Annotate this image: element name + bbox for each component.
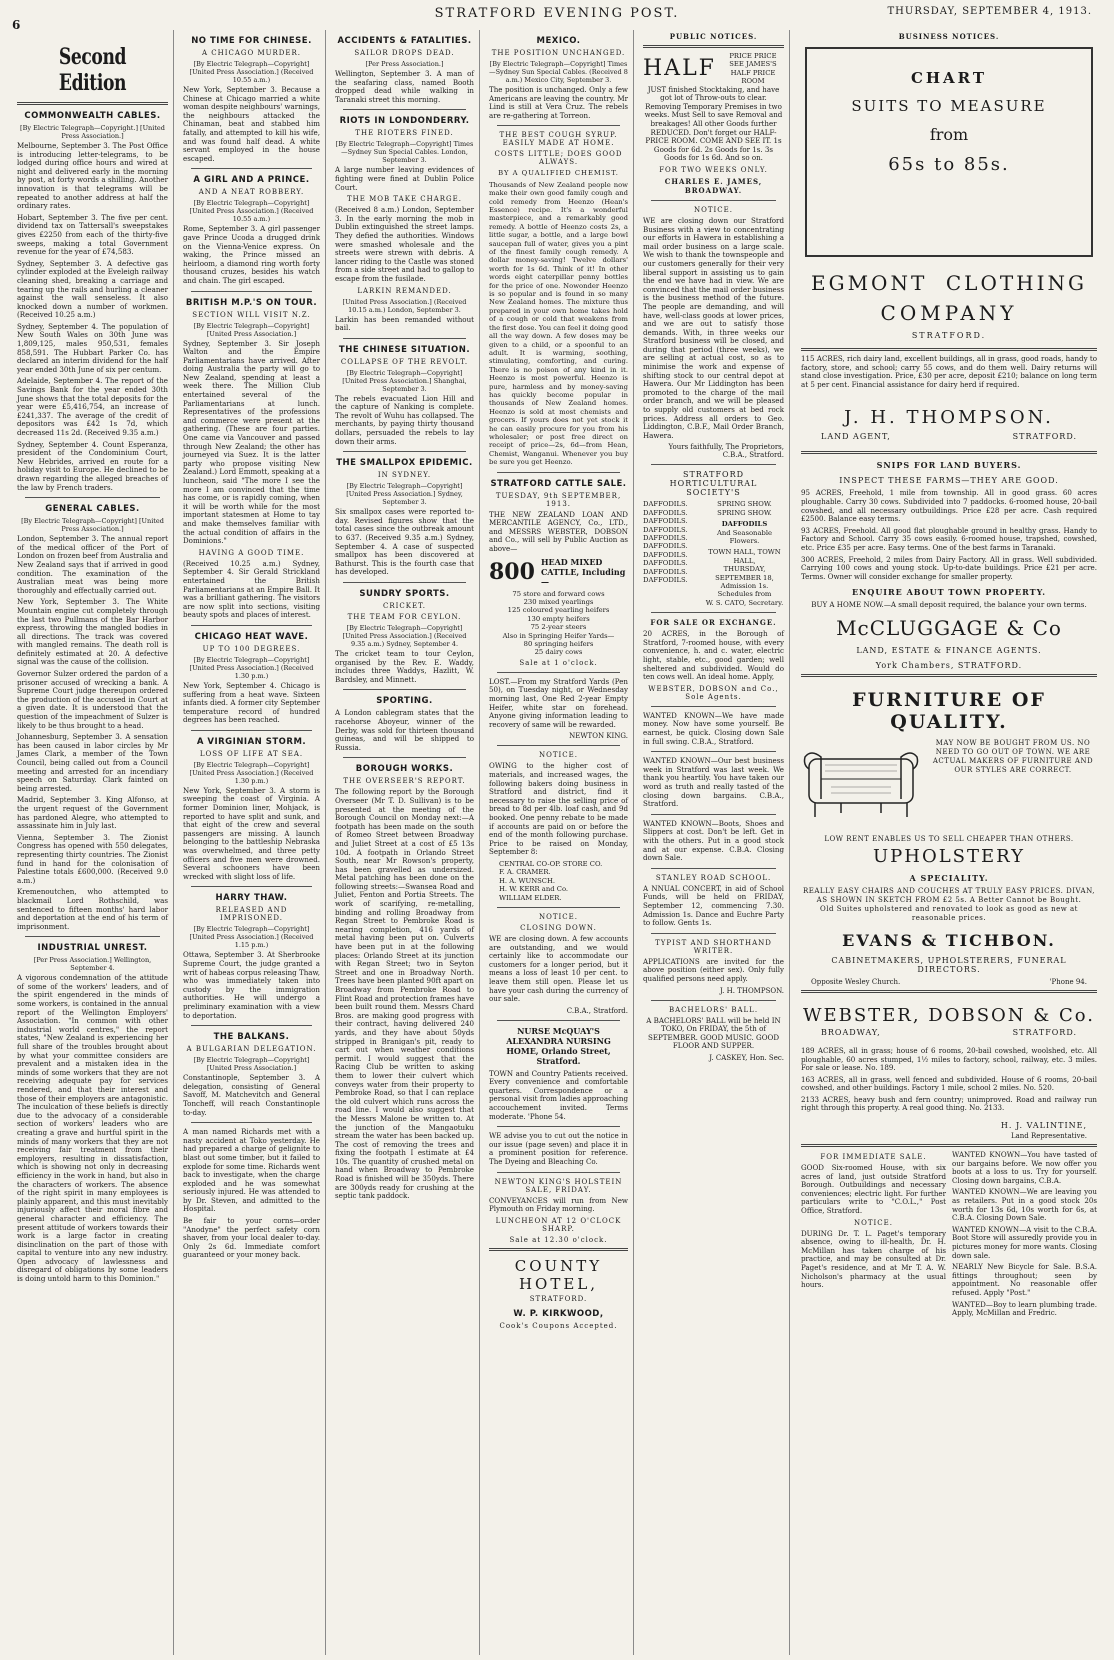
ad-heading: FOR IMMEDIATE SALE. bbox=[820, 1153, 927, 1162]
list-item: CENTRAL CO-OP. STORE CO. bbox=[499, 859, 603, 868]
divider bbox=[191, 1025, 312, 1026]
article-paragraph: The following report by the Borough Overseer (Mr T. D. Sullivan) is to be presented at the meeting of the Borough Council on Monday next:—A footpath has been made on the south of Romeo Street between Broadway and Juliet Street at a cost of £5 13s 10d. A footpath in Orlando Street South, near Mr Rowson's property, has been gravelled as undersized. Metal patching has been done on the following streets:—Swansea Road and Juliet, Fenton and Portia Streets. The work of scarifying, re-metalling, binding and rolling Broadway from Regan Street to Pembroke Road is nearing completion, 416 yards of metal having been put on. Culverts have been put in at the following places: Orlando Street at its junction with Regan Street; two in Seyton Street and one in Broadway North. Trees have been planted 90ft apart on Broadway from Pembroke Road to Flint Road and protection frames have been built round them. Messrs Chard Bros. are making good progress with their contract, having delivered 240 yards, and they have about 50yds stripped in Branigan's pit, ready to cart out when weather conditions permit. I would suggest that the Racing Club be written to asking them to lower their culvert which conveys water from their property to Pembroke Road, so that I can replace the old culvert which runs across the road line. I would also suggest that the Messrs Malone be written to. At the junction of the Mangaotuku stream the water has been backed up. The cost of removing the trees and fixing the footpath I estimate at £4 10s. The quantity of crushed metal on hand when Broadway to Pembroke Road is finished will be 350yds. There are 300yds ready for crushing at the septic tank paddock. bbox=[335, 787, 474, 1201]
divider bbox=[651, 464, 776, 465]
divider bbox=[191, 886, 312, 887]
list-item: 80 springing heifers bbox=[523, 640, 594, 648]
article-paragraph: A large number leaving evidences of fighting were fined at Dublin Police Court. bbox=[335, 165, 474, 192]
ad-word: UPHOLSTERY bbox=[872, 845, 1026, 867]
divider bbox=[191, 625, 312, 626]
article-heading: BOROUGH WORKS. bbox=[355, 764, 454, 775]
agent-title: Land Representative. bbox=[1010, 1132, 1087, 1141]
wire-credit: [By Electric Telegraph—Copyright] [United Press Association.] (Received 1.15 p.m.) bbox=[189, 925, 314, 950]
article-paragraph: The position is unchanged. Only a few Americans are leaving the country. Mr Lind is still at Vera Cruz. The rebels are re-gathering at Torreon. bbox=[489, 85, 628, 120]
list-item: DAFFODILS. bbox=[643, 525, 688, 534]
ad-subheading: COSTS LITTLE; DOES GOOD ALWAYS. bbox=[494, 150, 623, 167]
article-paragraph: Sydney, September 3. Sir Joseph Walton and the Empire Parliamentarians have arrived. After doing Australia the party will go to New Zealand, spending at least a week there. The Million Club entertained several of the Parliamentarians at lunch. Representatives of the professions and commerce were present at the gathering. (These are four parties. One came via Vancouver and passed through New Zealand; the other has journeyed via Suez. It is the latter party who propose visiting New Zealand.) Lord Emmott, speaking at a luncheon, said "The more I see the more I am convinced that the time has come, or is rapidly coming, when it will be worth while for the most important statesmen at Home to tay and make themselves familiar with the actual condition of affairs in the Dominions." bbox=[183, 338, 320, 546]
masthead bbox=[0, 4, 1114, 32]
show-sub: And Seasonable Flowers. bbox=[716, 528, 773, 546]
divider bbox=[191, 730, 312, 731]
article-paragraph: New York, September 3. A storm is sweeping the coast of Virginia. A former Dominion liner, Mohjack, is reported to have split and sunk, and that eight of the crew and several passengers are missing. A launch belonging to the battleship Nebraska was overwhelmed, and three petty officers and five men were drowned. Several schooners have been wrecked with slight loss of life. bbox=[183, 785, 320, 881]
divider bbox=[497, 907, 620, 908]
ad-subheading: TUESDAY, 9th SEPTEMBER, 1913. bbox=[495, 491, 622, 508]
hotel-name: COUNTY HOTEL, bbox=[514, 1256, 603, 1293]
divider bbox=[801, 674, 1097, 677]
classifieds-right bbox=[952, 1151, 1097, 1321]
advertisement-text: WANTED KNOWN—A visit to the C.B.A. Boot Store will assuredly provide you in pictures money for more wants. Closing down sale. bbox=[952, 1224, 1097, 1260]
divider bbox=[801, 990, 1097, 993]
ad-signature: C.B.A., Stratford. bbox=[566, 1006, 628, 1015]
divider bbox=[191, 1122, 312, 1123]
article-subheading: THE MOB TAKE CHARGE. bbox=[346, 195, 462, 204]
advertisement-text: APPLICATIONS are invited for the above position (either sex). Only fully qualified persons need apply. bbox=[643, 956, 784, 983]
column-3 bbox=[330, 30, 480, 1655]
advertisement-text: WANTED KNOWN—Boots, Shoes and Slippers at cost. Don't be left. Get in with the others. Put in a good stock and at our expense. C.B.A. Closing down Sale. bbox=[643, 818, 784, 863]
article-subheading: LARKIN REMANDED. bbox=[357, 286, 452, 295]
list-item: 230 mixed yearlings bbox=[523, 597, 594, 606]
advertisement-text: NEARLY New Bicycle for Sale. B.S.A. fittings throughout; seen by appointment. No reasonable offer refused. Apply "Post." bbox=[952, 1262, 1097, 1297]
divider bbox=[25, 936, 160, 937]
show-date: SEPTEMBER 18, bbox=[715, 573, 774, 582]
divider bbox=[643, 45, 784, 48]
agent-name: J. H. THOMPSON. bbox=[844, 407, 1054, 429]
divider bbox=[25, 497, 160, 498]
article-heading: ACCIDENTS & FATALITIES. bbox=[337, 36, 472, 46]
issue-date: THURSDAY, SEPTEMBER 4, 1913. bbox=[887, 6, 1092, 17]
agent-details bbox=[821, 432, 1077, 441]
divider bbox=[497, 1172, 620, 1173]
show-venue: TOWN HALL, TOWN HALL, bbox=[708, 548, 781, 565]
advertisement-text: DURING Dr. T. L. Paget's temporary absence, owing to ill-health, Dr. H. McMillan has taken charge of his practice, and may be consulted at Dr. Paget's residence, and at Mr T. A. W. Nicholson's pharmacy at the usual hours. bbox=[801, 1228, 946, 1290]
article-paragraph: Adelaide, September 4. The report of the Savings Bank for the year ended 30th June shows that the total deposits for the year were £5,416,754, an increase of £241,337. The average of the credit of depositors was £42 1s 7d, which decreased 11s 2d. (Received 9.35 a.m.) bbox=[17, 376, 168, 437]
wire-credit: [By Electric Telegraph—Copyright] [United Press Association.] Shanghai, September 3. bbox=[342, 368, 467, 393]
divider bbox=[343, 757, 466, 758]
article-paragraph: Hobart, September 3. The five per cent. dividend tax on Tattersall's sweepstakes gives £2250 from each of the thirty-five sweeps, making a total Government revenue for the year of £74,583. bbox=[17, 212, 168, 257]
cattle-label: HEAD MIXED CATTLE, Including— bbox=[540, 556, 626, 587]
article-subheading: CRICKET. bbox=[383, 602, 426, 610]
ad-heading: FOR SALE OR EXCHANGE. bbox=[650, 618, 777, 628]
article-subheading: HAVING A GOOD TIME. bbox=[198, 548, 305, 557]
ad-word: COMPANY bbox=[880, 301, 1018, 325]
divider bbox=[343, 109, 466, 110]
divider bbox=[651, 612, 776, 613]
show-flower: DAFFODILS bbox=[721, 520, 768, 529]
list-item: DAFFODILS. bbox=[643, 500, 688, 509]
wire-credit: [By Electric Telegraph—Copyright] [United Press Association.] (Received 9.35 a.m.) Sydney, September 4. bbox=[342, 624, 467, 648]
advertisement-text: WANTED KNOWN—We are leaving you as retailers. Put in a good stock 20s worth for 13s 6d, 10s worth for 6s, at C.B.A. Closing Down Sale. bbox=[952, 1187, 1097, 1223]
ad-word: EGMONT bbox=[811, 271, 928, 295]
firm-location: Opposite Wesley Church. bbox=[811, 977, 901, 986]
column-4 bbox=[484, 30, 634, 1655]
article-paragraph: Ottawa, September 3. At Sherbrooke Supreme Court, the judge granted a writ of habeas corpus releasing Thaw, who was immediately taken into custody by the immigration authorities. He will undergo a preliminary examination with a view to deportation. bbox=[183, 950, 320, 1020]
advertisement-text: BUY A HOME NOW.—A small deposit required, the balance your own terms. bbox=[811, 600, 1087, 610]
ad-heading: STANLEY ROAD SCHOOL. bbox=[655, 873, 772, 882]
article-paragraph: Johannesburg, September 3. A sensation has been caused in labor circles by Mr James Clark, a member of the Town Council, being called out from a Council meeting and arrested for an incendiary speech on Saturday. Clark fainted on being arrested. bbox=[17, 732, 168, 793]
ad-heading: NOTICE. bbox=[539, 912, 578, 921]
article-subheading: THE OVERSEER'S REPORT. bbox=[343, 777, 466, 786]
ad-heading: THE BEST COUGH SYRUP. EASILY MADE AT HOME. bbox=[499, 131, 618, 148]
advertisement-text: OWING to the higher cost of materials, and increased wages, the following bakers doing business in Stratford and district, find it necessary to raise the selling price of bread to 8d per 4lb. loaf cash, and 9d booked. One penny rebate to be made if accounts are paid on or before the end of the month following purchase. Price to be raised on Monday, September 8: bbox=[489, 761, 628, 857]
article-heading: THE CHINESE SITUATION. bbox=[338, 344, 471, 355]
ad-subheading: INSPECT THESE FARMS—THEY ARE GOOD. bbox=[839, 476, 1059, 486]
article-subheading: RELEASED AND IMPRISONED. bbox=[215, 906, 288, 923]
article-heading: INDUSTRIAL UNREST. bbox=[37, 943, 148, 954]
divider bbox=[497, 1126, 620, 1127]
firm-address bbox=[821, 1028, 1077, 1037]
article-subheading: UP TO 100 DEGREES. bbox=[202, 644, 301, 653]
divider bbox=[343, 689, 466, 690]
farm-listing: 115 ACRES, rich dairy land, excellent buildings, all in grass, good roads, handy to factory, store, and school; carry 55 cows, and do them well. Dairy returns will stand close investigation. Price, £30 per acre, deposit £210; balance on long term at 5 per cent. Financial assistance for dairy herd if required. bbox=[801, 354, 1097, 389]
furniture-text: Old Suites upholstered and renovated to look as good as new at reasonable prices. bbox=[820, 904, 1078, 922]
ad-signature: CHARLES E. JAMES, BROADWAY. bbox=[664, 176, 763, 195]
article-paragraph: Larkin has been remanded without bail. bbox=[335, 314, 474, 333]
article-paragraph: The rebels evacuated Lion Hill and the capture of Nanking is complete. The revolt of Wuhu has collapsed. The merchants, by paying thirty thousand dollars, persuaded the rebels to lay down their arms. bbox=[335, 393, 474, 446]
divan-sketch-icon bbox=[801, 739, 921, 831]
article-paragraph: Sydney, September 4. The population of New South Wales on 30th June was 1,809,125, males 950,531, females 858,591. The Hubbart Parker Co. has declared an interim dividend for the half year ended 30th June of six per centum. bbox=[17, 321, 168, 374]
ad-line: SUITS TO MEASURE bbox=[851, 97, 1047, 115]
firm-name: EVANS & TICHBON. bbox=[842, 930, 1056, 950]
firm-address bbox=[811, 978, 1087, 986]
daffodil-show-ad bbox=[643, 500, 784, 607]
advertisement-text: GOOD Six-roomed House, with six acres of land, just outside Stratford Borough. Outbuildings and necessary conveniences; electric light. For further particulars write to "C.O.L.," Post Office, Stratford. bbox=[801, 1163, 946, 1216]
divider bbox=[497, 745, 620, 746]
column-1 bbox=[12, 30, 174, 1655]
list-item: DAFFODILS. bbox=[643, 559, 688, 568]
chart-clothing-ad bbox=[805, 47, 1093, 257]
advertisement-text: JUST finished Stocktaking, and have got lot of Throw-outs to clear. Removing Temporary Premises in two weeks. Must Sell to save Removal and breakages! All other Goods further REDUCED. Don't forget our HALF-PRICE ROOM. COME AND SEE IT. 1s Goods for 6d. 2s Goods for 1s. 3s Goods for 1s 6d. And so on. bbox=[644, 84, 783, 163]
list-item: H. A. WUNSCH. bbox=[499, 876, 556, 885]
ad-subheading: FOR TWO WEEKS ONLY. bbox=[659, 165, 768, 174]
article-paragraph: Constantinople, September 3. A delegation, consisting of General Savoff, M. Matchevitch and General Toncheff, will reach Constantinople to-day. bbox=[183, 1073, 320, 1117]
list-item: 130 empty heifers bbox=[527, 614, 590, 623]
article-subheading: COLLAPSE OF THE REVOLT. bbox=[340, 357, 469, 366]
article-subheading: THE TEAM FOR CEYLON. bbox=[347, 613, 462, 621]
column-2 bbox=[178, 30, 326, 1655]
ad-price: 65s to 85s. bbox=[888, 154, 1010, 175]
article-paragraph: Melbourne, September 3. The Post Office is introducing letter-telegrams, to be lodged during office hours and wired at night and delivered early in the morning by post, at forty words a shilling. Another innovation is that telegrams will be repeated to another address at half the ordinary rates. bbox=[17, 141, 168, 211]
advertisement-text: WANTED KNOWN—We have made money. Now have some yourself. Be earnest, be quick. Closing down Sale in full swing. C.B.A., Stratford. bbox=[643, 710, 784, 746]
advertisement-text: CONVEYANCES will run from New Plymouth on Friday morning. bbox=[489, 1195, 628, 1214]
ad-signature: WEBSTER, DOBSON and Co., Sole Agents. bbox=[648, 684, 779, 701]
article-heading: BRITISH M.P.'S ON TOUR. bbox=[185, 297, 318, 308]
list-item: F. A. CRAMER. bbox=[499, 868, 551, 877]
article-paragraph: A London cablegram states that the racehorse Aboyeur, winner of the Derby, was sold for thirteen thousand guineas, and will be shipped to Russia. bbox=[335, 708, 474, 752]
article-paragraph: Madrid, September 3. King Alfonso, at the urgent request of the Government has pardoned Alegre, who attempted to assassinate him in July last. bbox=[17, 795, 168, 831]
wire-credit: [United Press Association.] (Received 10.15 a.m.) London, September 3. bbox=[342, 297, 467, 314]
column-5 bbox=[638, 30, 790, 1655]
article-paragraph: New York, September 3. Because a Chinese at Chicago married a white woman despite neighbours' warnings, the neighbours attacked the Chinaman, beat and stabbed him fatally, and attempted to kill his wife, and was found half dead. A white servant employed in the house escaped. bbox=[183, 85, 320, 163]
article-subheading: A BULGARIAN DELEGATION. bbox=[186, 1045, 317, 1054]
divider bbox=[191, 168, 312, 169]
agent-town: STRATFORD. bbox=[1012, 432, 1077, 442]
ad-signature: J. CASKEY, Hon. Sec. bbox=[709, 1053, 784, 1062]
advertisement-text: Be fair to your corns—order "Anodyne" the perfect safety corn shaver, from your local dealer to-day. Only 2s 6d. Immediate comfort guaranteed or your money back. bbox=[183, 1216, 320, 1260]
sale-time: Sale at 1 o'clock. bbox=[519, 658, 598, 667]
daffodil-list bbox=[643, 500, 701, 607]
agent-name: McCLUGGAGE & Co bbox=[836, 615, 1062, 640]
show-title: SPRING SHOW. SPRING SHOW. bbox=[717, 500, 772, 517]
show-secretary: W. S. CATO, Secretary. bbox=[705, 598, 784, 607]
list-item: DAFFODILS. bbox=[643, 576, 688, 585]
divider bbox=[343, 582, 466, 583]
cattle-count-row bbox=[489, 557, 628, 587]
divider bbox=[497, 125, 620, 126]
article-subheading: LOSS OF LIFE AT SEA. bbox=[199, 749, 304, 758]
ad-subheading: A SPECIALITY. bbox=[909, 872, 989, 883]
divider bbox=[497, 472, 620, 473]
article-heading: A GIRL AND A PRINCE. bbox=[193, 175, 310, 186]
ad-credit: BY A QUALIFIED CHEMIST. bbox=[498, 169, 619, 178]
divider bbox=[651, 751, 776, 752]
list-item: 75 store and forward cows bbox=[512, 589, 605, 598]
page-number: 6 bbox=[12, 18, 21, 32]
article-paragraph: A man named Richards met with a nasty accident at Toko yesterday. He had prepared a charge of gelignite to blast out some timber, but it failed to explode for some time. Richards went back to investigate, when the charge exploded and he was somewhat seriously injured. He was attended to by Dr. Steven, and admitted to the Hospital. bbox=[183, 1127, 320, 1214]
divider bbox=[343, 451, 466, 452]
article-paragraph: Vienna, September 3. The Zionist Congress has opened with 550 delegates, representing thirty countries. The Zionist fund in hand for the colonisation of Palestine totals £600,000. (Received 9.0 a.m.) bbox=[17, 832, 168, 885]
article-paragraph: Governor Sulzer ordered the pardon of a prisoner accused of wrecking a bank. A Supreme Court judge thereupon ordered the production of the accused in Court at a given date. It is understood that the question of the impeachment of Sulzer is likely to be thus brought to a head. bbox=[17, 669, 168, 730]
furniture-text: REALLY EASY CHAIRS AND COUCHES AT TRULY EASY PRICES. DIVAN, AS SHOWN IN SKETCH FROM £2 5s. A Better Cannot be Bought. bbox=[803, 886, 1095, 904]
article-heading: HARRY THAW. bbox=[215, 893, 288, 904]
hotel-note: Cook's Coupons Accepted. bbox=[499, 1321, 618, 1330]
farm-listing: 189 ACRES, all in grass; house of 6 rooms, 20-bail cowshed, woolshed, etc. All ploughable, 60 acres stumped, 1½ miles to factory, school, railway, etc. 3 miles. For sale or lease. No. 189. bbox=[801, 1045, 1097, 1073]
article-paragraph: (Received 10.25 a.m.) Sydney, September 4. Sir Gerald Strickland entertained the British Parliamentarians at an Empire Ball. It was a brilliant gathering. The visitors are now split into sections, visiting beauty spots and places of interest. bbox=[183, 558, 320, 620]
wire-credit: [By Electric Telegraph—Copyright] [United Press Association.] (Received 1.30 p.m.) bbox=[189, 760, 314, 785]
wire-credit: [By Electric Telegraph—Copyright] [United Press Association.] bbox=[193, 1056, 310, 1073]
hotel-town: STRATFORD. bbox=[529, 1294, 588, 1303]
divider bbox=[191, 291, 312, 292]
article-paragraph: Six smallpox cases were reported to-day. Revised figures show that the total cases since the outbreak amount to 637. (Received 9.35 a.m.) Sydney, September 4. A case of suspected smallpox has been discovered at Bathurst. This is the fourth case that has developed. bbox=[335, 507, 474, 577]
agent-name: H. J. VALINTINE, bbox=[1000, 1121, 1087, 1131]
divider bbox=[497, 1020, 620, 1021]
ad-heading: ENQUIRE ABOUT TOWN PROPERTY. bbox=[851, 587, 1047, 598]
advertisement-text: WANTED KNOWN—Our best business week in Stratford was last week. We thank you heartily. You have taken our word as truth and really tasted of the closing down bargains. C.B.A., Stratford. bbox=[643, 756, 784, 809]
article-paragraph: Sydney, September 4. Count Esperanza, president of the Condominium Court, New Hebrides, arrived en route for a holiday visit to Europe. He declined to be drawn regarding the alleged breaches of the law by French traders. bbox=[17, 439, 168, 492]
article-subheading: AND A NEAT ROBBERY. bbox=[198, 188, 305, 197]
wire-credit: [By Electric Telegraph—Copyright] [United Press Association.] (Received 10.55 a.m.) bbox=[189, 199, 314, 224]
divider bbox=[651, 200, 776, 201]
divider bbox=[651, 814, 776, 815]
article-heading: SPORTING. bbox=[376, 696, 433, 707]
firm-name: WEBSTER, DOBSON & Co. bbox=[802, 1004, 1096, 1026]
article-paragraph: New York, September 4. Chicago is suffering from a heat wave. Sixteen infants died. A former city September temperature record of hundred degrees has been reached. bbox=[183, 680, 320, 725]
egmont-name bbox=[811, 271, 1087, 295]
farm-listing: 163 ACRES, all in grass, well fenced and subdivided. House of 6 rooms, 20-bail cowshed, and other buildings. Factory 1 mile, school 2 miles. No. 520. bbox=[801, 1074, 1097, 1093]
agent-address: York Chambers, STRATFORD. bbox=[875, 660, 1023, 670]
list-item: DAFFODILS. bbox=[643, 517, 688, 526]
article-heading: THE SMALLPOX EPIDEMIC. bbox=[336, 458, 473, 469]
furniture-text: LOW RENT ENABLES US TO SELL CHEAPER THAN OTHERS. bbox=[824, 834, 1074, 843]
classifieds-left bbox=[801, 1151, 946, 1321]
furniture-text: MAY NOW BE BOUGHT FROM US. NO NEED TO GO OUT OF TOWN. WE ARE ACTUAL MAKERS OF FURNITURE AND OUR STYLES ARE CORRECT. bbox=[932, 738, 1094, 774]
advertisement-text: WE are closing down. A few accounts are outstanding, and we would certainly like to accommodate our customers for a longer period, but it means a loss of least 10 per cent. to leave them still open. Please let us have your cash during the currency of our sale. bbox=[489, 933, 628, 1004]
wire-credit: [By Electric Telegraph—Copyright] [United Press Association.] (Received 1.30 p.m.) bbox=[189, 655, 314, 680]
list-item: DAFFODILS. bbox=[643, 534, 688, 543]
ad-title: FURNITURE OF QUALITY. bbox=[852, 688, 1046, 733]
show-details bbox=[705, 500, 784, 607]
ad-heading: BACHELORS' BALL. bbox=[668, 1005, 759, 1014]
article-heading: COMMONWEALTH CABLES. bbox=[24, 111, 161, 121]
column-6 bbox=[796, 30, 1102, 1655]
classifieds-row bbox=[801, 1151, 1097, 1321]
article-subheading: SAILOR DROPS DEAD. bbox=[354, 49, 455, 57]
ad-signature: Yours faithfully, The Proprietors, C.B.A., Stratford. bbox=[668, 443, 784, 460]
ad-heading: NOTICE. bbox=[854, 1218, 893, 1227]
half-price-detail: PRICE PRICE SEE JAMES'S HALF PRICE ROOM bbox=[729, 52, 777, 86]
advertisement-text: A BACHELORS' BALL will be held IN TOKO, On FRIDAY, the 5th of SEPTEMBER. GOOD MUSIC. GOOD FLOOR AND SUPPER. bbox=[646, 1015, 781, 1051]
article-heading: THE BALKANS. bbox=[213, 1032, 290, 1043]
show-schedules: Schedules from bbox=[717, 590, 772, 599]
farm-listing: 2133 ACRES, heavy bush and fern country; unimproved. Road and railway run right through this property. A real good thing. No. 2133. bbox=[801, 1094, 1097, 1113]
article-subheading: IN SYDNEY. bbox=[377, 471, 432, 480]
article-paragraph: Kremenoutchen, who attempted to blackmail Lord Rothschild, was sentenced to fifteen months' hard labor and deportation at the end of his term of imprisonment. bbox=[17, 887, 168, 931]
advertisement-text: LOST.—From my Stratford Yards (Pen 50), on Tuesday night, or Wednesday morning last, One Red 2-year Empty Heifer, white star on forehead. Anyone giving information leading to recovery of same will be rewarded. bbox=[489, 676, 628, 729]
advertisement-text: WE advise you to cut out the notice in our issue (page seven) and place it in a prominent position for reference. The Dyeing and Bleaching Co. bbox=[489, 1131, 628, 1167]
divider bbox=[801, 451, 1097, 454]
firm-town: STRATFORD. bbox=[1012, 1027, 1077, 1037]
divider bbox=[17, 102, 168, 105]
advertisement-text: WANTED—Boy to learn plumbing trade. Apply, McMillan and Fredric. bbox=[952, 1299, 1097, 1318]
wire-credit: [Per Press Association.] Wellington, September 4. bbox=[33, 956, 152, 973]
list-item: DAFFODILS. bbox=[643, 550, 688, 559]
agent-title: LAND AGENT, bbox=[821, 432, 891, 442]
article-heading: GENERAL CABLES. bbox=[45, 504, 140, 515]
wire-credit: [Per Press Association.] bbox=[365, 60, 444, 68]
list-item: WILLIAM ELDER. bbox=[499, 893, 562, 902]
ad-heading: SNIPS FOR LAND BUYERS. bbox=[876, 460, 1022, 471]
agent-title: LAND, ESTATE & FINANCE AGENTS. bbox=[856, 645, 1042, 655]
article-heading: A VIRGINIAN STORM. bbox=[196, 736, 307, 747]
list-item: 25 dairy cows bbox=[534, 648, 583, 657]
ad-town: STRATFORD. bbox=[911, 331, 987, 340]
ad-signature: J. H. THOMPSON. bbox=[719, 986, 784, 995]
divider bbox=[651, 933, 776, 934]
article-paragraph: Rome, September 3. A girl passenger gave Prince Ucoda a drugged drink on the Vienna-Venice express. On waking, the Prince missed an heirloom, a diamond ring worth forty thousand cruzes, besides his watch and chain. The girl escaped. bbox=[183, 224, 320, 285]
bakers-list bbox=[489, 860, 628, 902]
divider bbox=[497, 672, 620, 673]
wire-credit: [By Electric Telegraph—Copyright] Times—Sydney Sun Special Cables. (Received 8 a.m.) Mexico City, September 3. bbox=[489, 60, 628, 84]
list-item: DAFFODILS. bbox=[643, 508, 688, 517]
show-admission: Admission 1s. bbox=[720, 582, 769, 591]
firm-trade: CABINETMAKERS, UPHOLSTERERS, FUNERAL DIRECTORS. bbox=[831, 955, 1067, 974]
furniture-ad bbox=[801, 739, 1097, 831]
sale-time: Sale at 12.30 o'clock. bbox=[509, 1235, 608, 1244]
article-heading: CHICAGO HEAT WAVE. bbox=[194, 631, 309, 642]
show-day: THURSDAY, bbox=[723, 565, 766, 574]
ad-heading: NEWTON KING'S HOLSTEIN SALE, FRIDAY. bbox=[494, 1177, 623, 1194]
divider bbox=[801, 1144, 1097, 1147]
advertisement-text: THE NEW ZEALAND LOAN AND MERCANTILE AGENCY, Co., LTD., and MESSRS WEBSTER, DOBSON and Co., will sell by Public Auction as above— bbox=[489, 509, 628, 553]
advertisement-text: TOWN and Country Patients received. Every convenience and comfortable quarters. Correspondence or a personal visit from ladies approaching accouchement invited. Terms moderate. 'Phone 54. bbox=[489, 1068, 628, 1121]
section-heading: BUSINESS NOTICES. bbox=[898, 32, 1000, 41]
cattle-list bbox=[489, 590, 628, 657]
article-heading: SUNDRY SPORTS. bbox=[359, 589, 450, 599]
firm-phone: 'Phone 94. bbox=[1049, 977, 1087, 986]
farm-listing: 95 ACRES, Freehold, 1 mile from township. All in good grass. 60 acres ploughable. Carry 30 cows. Subdivided into 7 paddocks. 6-roomed house, 20-bail cowshed, and all necessary outbuildings. Price £28 per acre. Cash required £2500. Balance easy terms. bbox=[801, 488, 1097, 524]
divider bbox=[801, 348, 1097, 351]
list-item: Also in Springing Heifer Yards— bbox=[502, 631, 615, 640]
divider bbox=[651, 1000, 776, 1001]
wire-credit: [By Electric Telegraph—Copyright.] [United Press Association.] bbox=[20, 124, 165, 140]
article-heading: RIOTS IN LONDONDERRY. bbox=[339, 116, 470, 127]
hotel-proprietor: W. P. KIRKWOOD, bbox=[513, 1308, 604, 1319]
advertisement-text: Thousands of New Zealand people now make their own good family cough and cold remedy from Heenzo (Hean's Essence) recipe. It's a wonderful masterpiece, and a remarkably good remedy. A bottle of Heenzo costs 2s, a little sugar, a bottle, and a large bowl saucepan full of water, gives you a pint of the finest family cough remedy. A dollar money-saving! Twelve dollars' worth for 1s 6d. Think of it! In other words eight caterpillar penny bottles for the price of one. Nowonder Heenzo is so popular and is found in so many New Zealand homes. The mixture thus prepared in your own home takes hold of a cough or cold that weakens from the first dose. You can feel it doing good all the way down. A few doses may be given to a child, or a spoonful to an adult. It is warming, soothing, stimulating, comforting, and curing. There is no poison of any kind in it. Heenzo is most powerful. Heenzo is pure, harmless and by money-saving has quickly become popular in thousands of New Zealand homes. Heenzo is sold at most chemists and grocers. If yours does not yet stock it he can easily procure for you from his wholesaler; or post free direct on receipt of price—2s, 6d—from Hean, Chemist, Wanganui. Whenever you buy be sure you get Heenzo. bbox=[489, 180, 629, 467]
article-subheading: SECTION WILL VISIT N.Z. bbox=[192, 310, 311, 319]
wire-credit: [By Electric Telegraph—Copyright] [United Press Association.] (Received 10.55 a.m.) bbox=[189, 60, 314, 84]
article-subheading: THE RIOTERS FINED. bbox=[355, 129, 454, 138]
farm-listing: 93 ACRES, Freehold. All good flat ploughable ground in healthy grass. Handy to Factory and School. Carry 35 cows easily. 6-roomed house, trapshed, cowshed, etc. Price £35 per acre. Easy terms. One of the best farms in Taranaki. bbox=[801, 525, 1097, 552]
divider bbox=[651, 868, 776, 869]
ad-line: from bbox=[929, 125, 969, 144]
cattle-count: 800 bbox=[489, 558, 535, 585]
list-item: 125 coloured yearling heifers bbox=[507, 606, 610, 615]
article-paragraph: The cricket team to tour Ceylon, organised by the Rev. E. Waddy, includes three Waddys, Hazlitt, W. Bardsley, and Minnett. bbox=[335, 649, 474, 684]
article-paragraph: New York, September 3. The White Mountain engine cut completely through the last two Pullmans of the Bar Harbor express, throwing the mangled bodies in all directions. The track was covered with mangled remains. The death roll is definitely estimated at 20. A defective signal was the cause of the collision. bbox=[17, 597, 168, 667]
list-item: H. W. KERR and Co. bbox=[499, 885, 569, 894]
ad-heading: NOTICE. bbox=[539, 751, 578, 760]
ad-heading: STRATFORD CATTLE SALE. bbox=[490, 478, 627, 489]
wire-credit: [By Electric Telegraph—Copyright] [United Press Association.] bbox=[193, 321, 310, 338]
farm-listing: 300 ACRES, Freehold, 2 miles from Dairy Factory. All in grass. Well subdivided. Carrying 100 cows and young stock. Up-to-date buildings. Price £21 per acre. Terms. Owner will consider exchange for smaller property. bbox=[801, 554, 1097, 581]
article-paragraph: Wellington, September 3. A man of the seafaring class, named Booth dropped dead while walking in Taranaki street this morning. bbox=[335, 69, 474, 104]
wire-credit: [By Electric Telegraph—Copyright] [United Press Association.] Sydney, September 3. bbox=[346, 482, 463, 507]
list-item: DAFFODILS. bbox=[643, 542, 688, 551]
article-paragraph: Sydney, September 3. A defective gas cylinder exploded at the Eveleigh railway cleaning shed, breaking a carriage and tearing up the rails and hurling a cleaner against the wall senseless. It also knocked down a number of workmen. (Received 10.25 a.m.) bbox=[17, 258, 168, 320]
ad-title: CHART bbox=[910, 69, 988, 87]
article-subheading: THE POSITION UNCHANGED. bbox=[491, 49, 626, 57]
advertisement-text: 20 ACRES, in the Borough of Stratford, 7-roomed house, with every convenience, h. and c. water, electric light, stable, etc., good garden; well sheltered and subdivided. Would do ten cows well. An ideal home. Apply, bbox=[643, 629, 784, 682]
half-price-banner bbox=[643, 52, 784, 86]
advertisement-text: WANTED KNOWN—You have tasted of our bargains before. We now offer you boots at a loss to us. Try for yourself. Closing down bargains, C.B.A. bbox=[952, 1150, 1097, 1185]
divider bbox=[489, 1248, 628, 1251]
section-heading: PUBLIC NOTICES. bbox=[669, 32, 758, 41]
article-heading: NO TIME FOR CHINESE. bbox=[191, 36, 312, 46]
wire-credit: [By Electric Telegraph—Copyright] [United Press Association.] bbox=[21, 517, 164, 534]
divider bbox=[651, 706, 776, 707]
half-word: HALF bbox=[643, 56, 716, 82]
list-item: DAFFODILS. bbox=[643, 567, 688, 576]
ad-subheading: CLOSING DOWN. bbox=[520, 923, 597, 932]
article-heading: MEXICO. bbox=[536, 36, 581, 46]
ad-heading: STRATFORD HORTICULTURAL SOCIETY'S bbox=[669, 470, 758, 498]
article-paragraph: A vigorous condemnation of the attitude of some of the workers' leaders, and of the spirit engendered in the minds of some workers, is contained in the annual report of the Wellington Employers' Association. "In common with other industrial world centres," the report states, "New Zealand is experiencing her full share of the troubles brought about by what your committee considers are prevalent and a mistaken idea in the minds of some workers that they are not receiving adequate pay for services rendered, and that their interest and those of their employers are antagonistic. The inculcation of these beliefs is directly due to the advocacy of a considerable section of workers' leaders who are creating a grave and hurtful spirit in the minds of many workers that they are not receiving fair treatment from their employers, resulting in dissatisfaction, which is showing not only in decreasing efficiency in the work in hand, but also in the characters of workers. The absence of the right spirit in many employees is plainly apparent, and this must inevitably injuriously affect their moral fibre and general character and efficiency. The present attitude of workers towards their work is a large factor in creating disinclination on the part of those with capital to venture into any new industry. Open advocacy of lawlessness and disregard of obligations by some leaders is doing untold harm to this Dominion." bbox=[17, 973, 168, 1284]
divider bbox=[343, 338, 466, 339]
ad-heading: NURSE McQUAY'S ALEXANDRA NURSING HOME, Orlando Street, Stratford. bbox=[506, 1025, 611, 1066]
list-item: 75 2-year steers bbox=[530, 623, 587, 632]
article-paragraph: (Received 8 a.m.) London, September 3. In the early morning the mob in Dublin extinguished the street lamps. They defied the authorities. Windows were smashed wholesale and the streets were strewn with debris. A lancer riding to the Castle was stoned from a side street and had to gallop to escape from the fusilade. bbox=[335, 205, 474, 283]
ad-heading: NOTICE. bbox=[694, 205, 733, 214]
article-subheading: A CHICAGO MURDER. bbox=[201, 49, 302, 57]
firm-street: BROADWAY, bbox=[821, 1027, 881, 1037]
article-paragraph: London, September 3. The annual report of the medical officer of the Port of London on frozen beef from Australia and New Zealand says that if arrived in good condition. The examination of the Australian meat was being more thoroughly and effectually carried out. bbox=[17, 534, 168, 595]
advertisement-text: A NNUAL CONCERT, in aid of School Funds, will be held on FRIDAY, September 12, commencing 7.30. Admission 1s. Dance and Euchre Party to follow. Gents 1s. bbox=[643, 883, 784, 928]
wire-credit: [By Electric Telegraph—Copyright] Times—Sydney Sun Special Cables. London, September 3. bbox=[335, 140, 474, 165]
edition-heading: Second Edition bbox=[58, 44, 127, 96]
newspaper-title: STRATFORD EVENING POST. bbox=[434, 6, 680, 21]
ad-heading: TYPIST AND SHORTHAND WRITER. bbox=[655, 938, 772, 955]
advertisement-text: WE are closing down our Stratford Business with a view to concentrating our efforts in Hawera in establishing a mail order business on a large scale. We wish to thank the townspeople and our customers generally for their very liberal support in assisting us to gain the end we have had in view. We are convinced that the mail order business is the business method of the future. The people are demanding, and will have, well-class goods at lower prices, and we are out to satisfy those demands. With, in three weeks our Stratford business will be closed, and during that period (three weeks), we are selling at actual cost, so as to minimise the work and expense of shifting stock to our central depot at Hawera. Our Mr Liddington has been promoted to the charge of the mail order branch, and we will be pleased to supply old customers at bed rock prices. Address all orders to Geo. Liddington, C.B.F., Mail Order Branch, Hawera. bbox=[643, 215, 784, 440]
ad-subheading: LUNCHEON AT 12 O'CLOCK SHARP. bbox=[495, 1216, 622, 1233]
ad-word: CLOTHING bbox=[945, 271, 1087, 295]
ad-signature: NEWTON KING. bbox=[569, 732, 628, 741]
